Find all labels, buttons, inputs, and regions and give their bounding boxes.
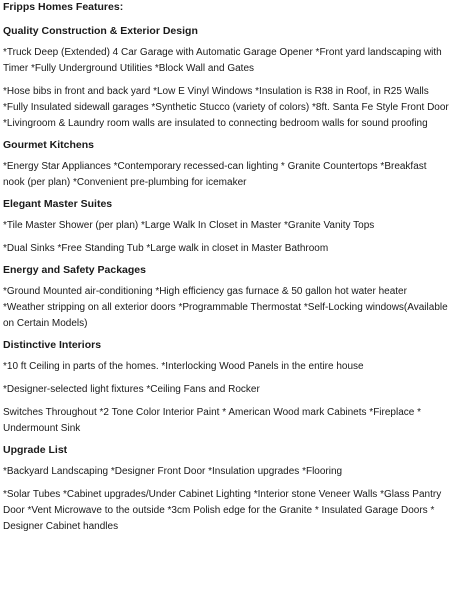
feature-paragraph: *Hose bibs in front and back yard *Low E Vinyl Windows *Insulation is R38 in Roof, in R25 Walls *Fully Insulated sidewall garages *Synthetic Stucco (variety of colors) *8ft. Santa Fe Style Front Door *Livingroom & Laundry room walls are insulated to connecting bedroom walls for sound proofing [3,86,449,129]
section-heading-energy-safety: Energy and Safety Packages [3,264,146,276]
section-heading-master-suites: Elegant Master Suites [3,198,113,210]
feature-paragraph: *Truck Deep (Extended) 4 Car Garage with Automatic Garage Opener *Front yard landscaping with Timer *Fully Underground Utilities *Block Wall and Gates [3,47,442,74]
section-heading-quality-construction: Quality Construction & Exterior Design [3,25,198,37]
feature-paragraph: *10 ft Ceiling in parts of the homes. *Interlocking Wood Panels in the entire house [3,361,364,372]
feature-paragraph: *Backyard Landscaping *Designer Front Door *Insulation upgrades *Flooring [3,466,343,477]
document-title: Fripps Homes Features: [3,1,124,13]
feature-paragraph: *Solar Tubes *Cabinet upgrades/Under Cabinet Lighting *Interior stone Veneer Walls *Glass Pantry Door *Vent Microwave to the outside *3cm Polish edge for the Granite * Insulated Garage Doors * Designer Cabinet handles [3,489,442,532]
feature-paragraph: *Energy Star Appliances *Contemporary recessed-can lighting * Granite Countertops *Breakfast nook (per plan) *Convenient pre-plumbing for icemaker [3,161,427,188]
section-heading-distinctive-interiors: Distinctive Interiors [3,339,102,351]
feature-paragraph: *Designer-selected light fixtures *Ceiling Fans and Rocker [3,384,260,395]
feature-paragraph: *Ground Mounted air-conditioning *High efficiency gas furnace & 50 gallon hot water heater *Weather stripping on all exterior doors *Programmable Thermostat *Self-Locking windows(Available on Certain Models) [3,286,448,329]
feature-paragraph: *Dual Sinks *Free Standing Tub *Large walk in closet in Master Bathroom [3,243,329,254]
section-heading-upgrade-list: Upgrade List [3,444,68,456]
feature-paragraph: Switches Throughout *2 Tone Color Interior Paint * American Wood mark Cabinets *Fireplace * Undermount Sink [3,407,421,434]
feature-paragraph: *Tile Master Shower (per plan) *Large Walk In Closet in Master *Granite Vanity Tops [3,220,375,231]
section-heading-gourmet-kitchens: Gourmet Kitchens [3,139,95,151]
